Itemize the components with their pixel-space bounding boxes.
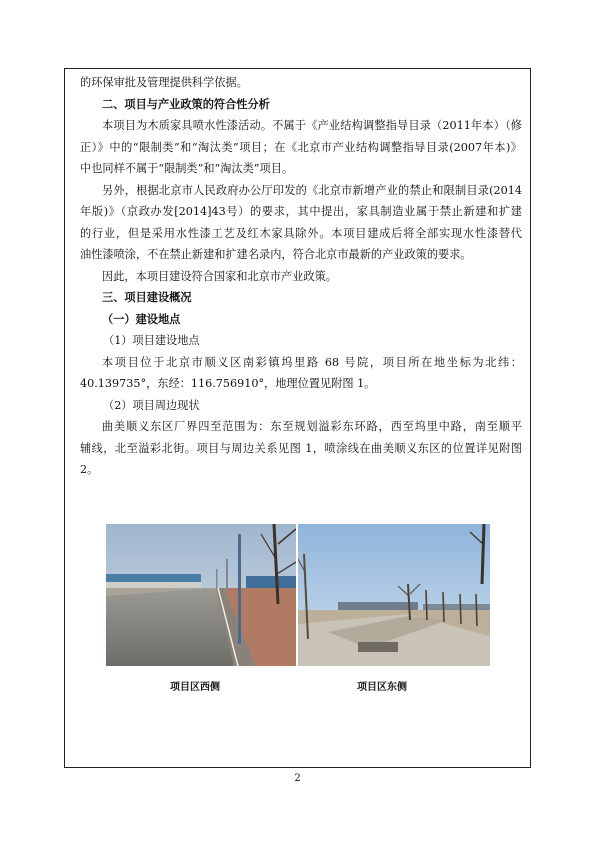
paragraph-line: 曲美顺义东区厂界四至范围为：东至规划溢彩东环路，西至坞里中路，南至顺平 xyxy=(102,420,522,433)
page-number: 2 xyxy=(294,773,301,784)
section-heading-policy: 二、项目与产业政策的符合性分析 xyxy=(102,96,270,111)
subsection-heading-location: （一）建设地点 xyxy=(102,311,181,326)
paragraph-line: 因此，本项目建设符合国家和北京市产业政策。 xyxy=(102,269,337,283)
section-heading-overview: 三、项目建设概况 xyxy=(102,290,192,304)
paragraph-line: 的行业，但是采用水性漆工艺及红木家具除外。本项目建成后将全部实现水性漆替代 xyxy=(80,226,522,240)
paragraph-line: 另外，根据北京市人民政府办公厅印发的《北京市新增产业的禁止和限制目录(2014 xyxy=(102,183,522,197)
paragraph-line: 中也同样不属于“限制类”和“淘汰类”项目。 xyxy=(80,162,294,175)
photo-west-side xyxy=(106,524,296,666)
photo-caption-west: 项目区西侧 xyxy=(170,682,220,693)
paragraph-line: 的环保审批及管理提供科学依据。 xyxy=(80,76,248,89)
photo-caption-east: 项目区东侧 xyxy=(357,682,407,693)
photo-east-side xyxy=(298,524,490,666)
paragraph-line: 年版)》（京政办发[2014]43号）的要求，其中提出，家具制造业属于禁止新建和扩建 xyxy=(80,205,522,218)
paragraph-line: 2。 xyxy=(80,463,99,476)
paragraph-line: 本项目位于北京市顺义区南彩镇坞里路 68 号院，项目所在地坐标为北纬： xyxy=(102,355,522,369)
paragraph-line: 辅线，北至溢彩北街。项目与周边关系见图 1，喷涂线在曲美顺义东区的位置详见附图 xyxy=(80,441,522,455)
item-heading: （2）项目周边现状 xyxy=(103,398,200,412)
paragraph-line: 本项目为木质家具喷水性漆活动。不属于《产业结构调整指导目录（2011年本）（修 xyxy=(102,119,522,132)
document-body xyxy=(80,72,522,481)
paragraph-line: 40.139735°，东经：116.756910°，地理位置见附图 1。 xyxy=(80,377,376,390)
paragraph-line: 油性漆喷涂，不在禁止新建和扩建名录内，符合北京市最新的产业政策的要求。 xyxy=(80,248,472,261)
paragraph-line: 正）》中的“限制类”和“淘汰类”项目；在《北京市产业结构调整指导目录(2007年本)》 xyxy=(80,140,522,154)
item-heading: （1）项目建设地点 xyxy=(103,334,200,347)
